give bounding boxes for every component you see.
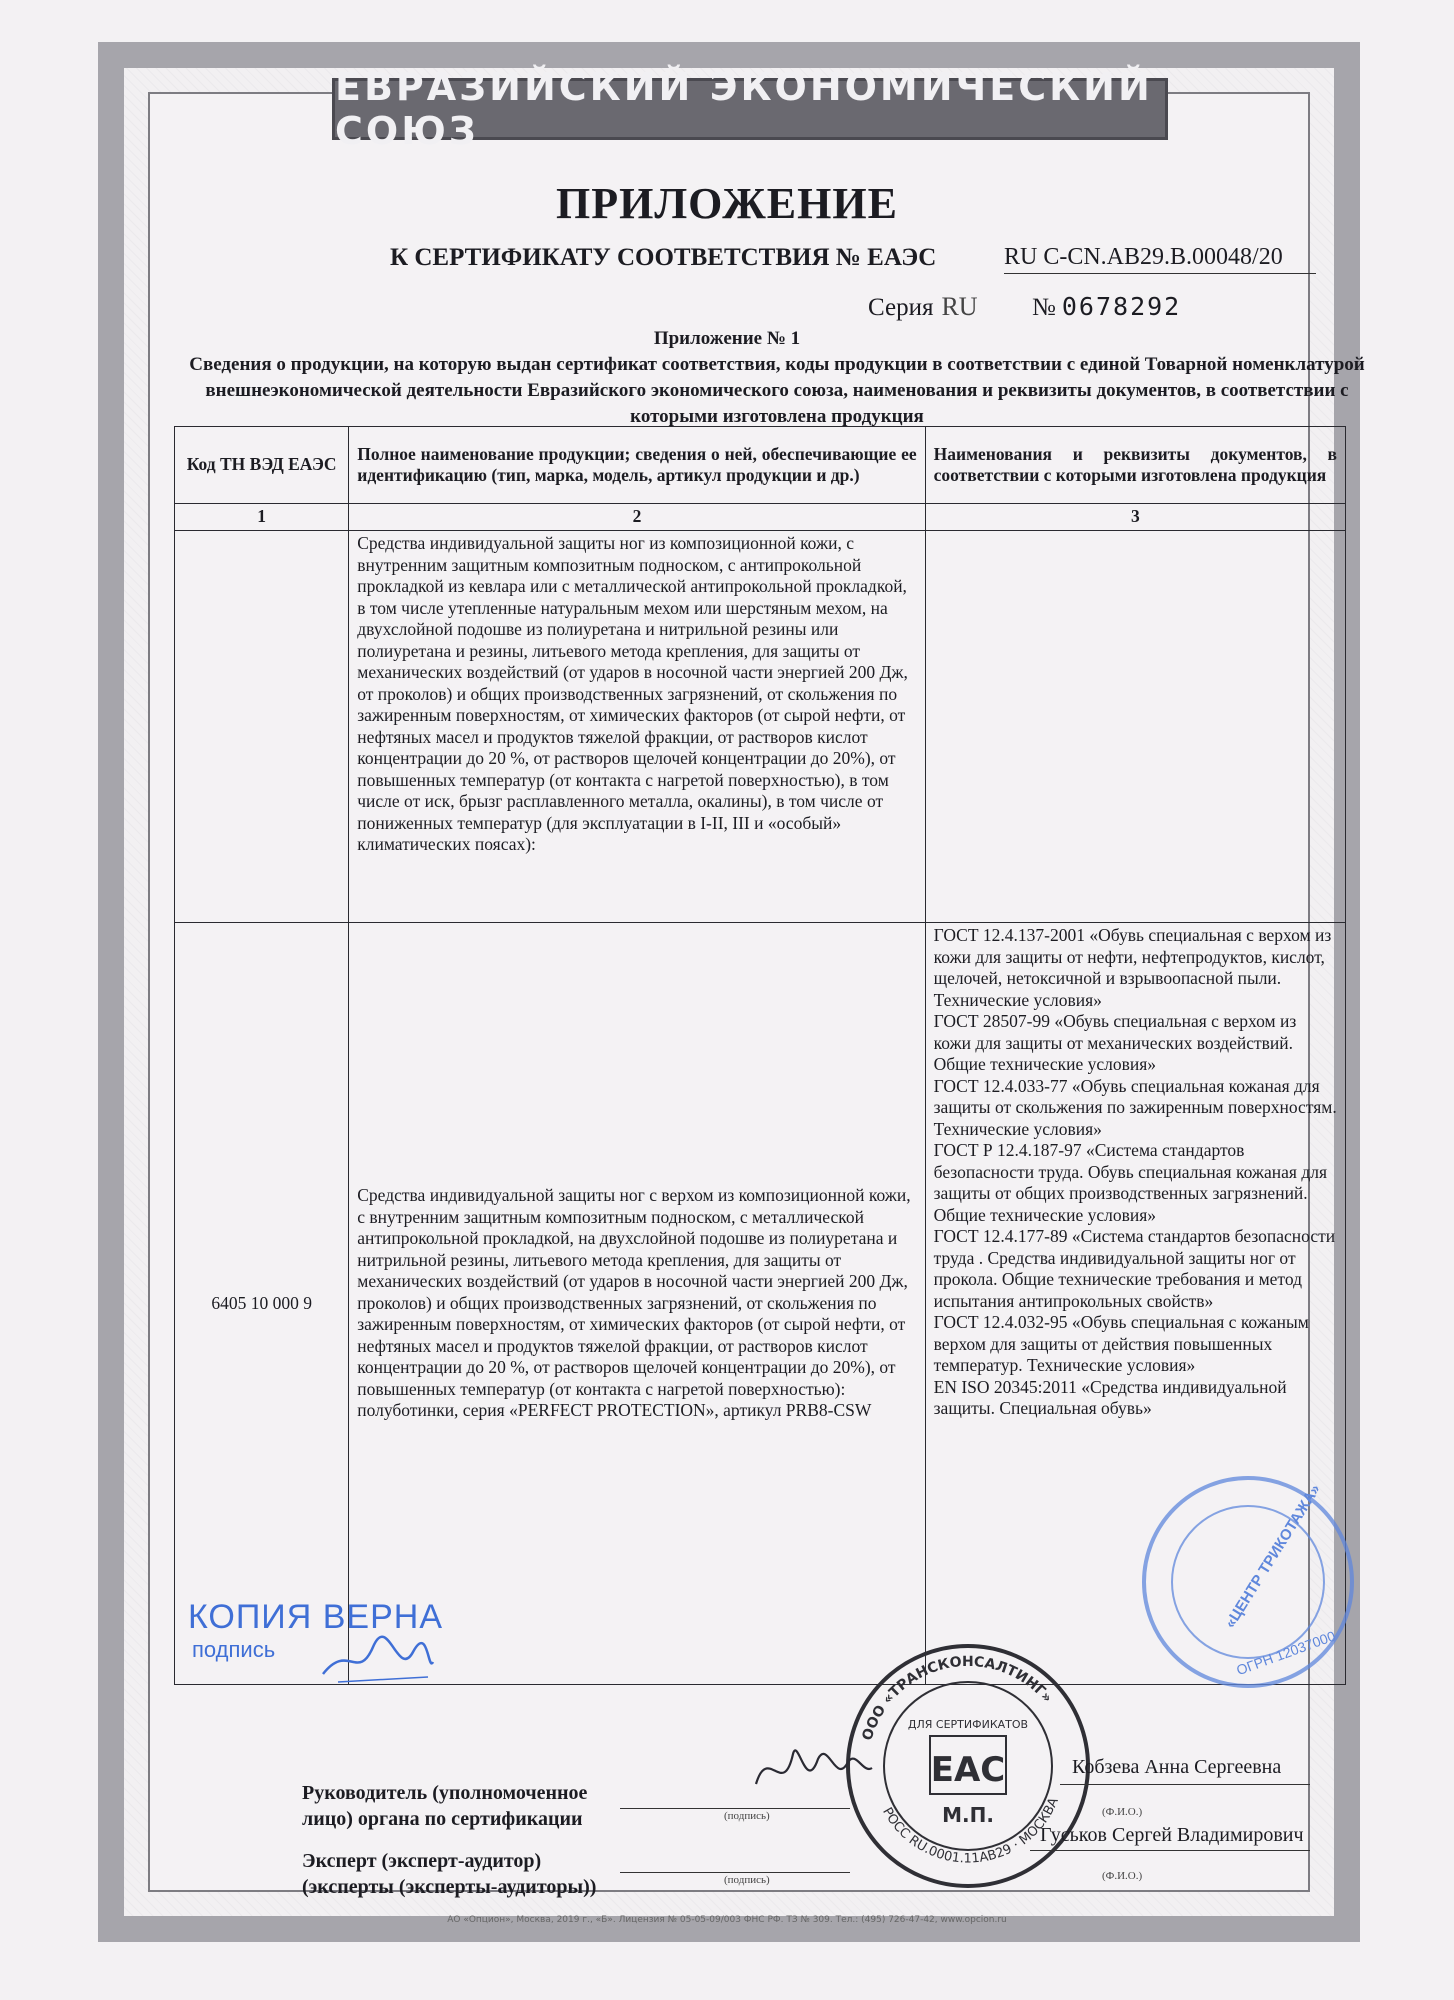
column-number: 3 [925,504,1345,531]
column-number: 2 [349,504,925,531]
copy-stamp-sign-label: подпись [192,1637,276,1662]
header-code: Код ТН ВЭД ЕАЭС [175,427,349,504]
doc-item: ГОСТ 12.4.177-89 «Система стандартов безопасности труда . Средства индивидуальной защиты ног от прокола. Общие технические требования и метод испытания антипрокольных свойств» [933,1226,1336,1311]
annex-number: Приложение № 1 [653,328,801,349]
row-code: 6405 10 000 9 [175,923,349,1685]
union-name: ЕВРАЗИЙСКИЙ ЭКОНОМИЧЕСКИЙ СОЮЗ [335,65,1153,153]
head-signature-label [302,1780,587,1832]
copy-stamp-text: КОПИЯ ВЕРНА [188,1598,444,1636]
row-product: Средства индивидуальной защиты ног с верхом из композиционной кожи, с внутренним защитным композитным подноском, с металлической антипрокольной прокладкой, на двухслойной подошве из полиуретана и нитрильной резины, литьевого метода крепления, для защиты от механических воздействий (от ударов в носочной части энергией 200 Дж, проколов) и общих производственных загрязнений, от скольжения по зажиренным поверхностям, от химических факторов (от сырой нефти, от нефтяных масел и продуктов тяжелой фракции, от растворов кислот концентрации до 20 %, от растворов щелочей концентрации до 20%), от повышенных температур (от контакта с нагретой поверхностью): полуботинки, серия «PERFECT PROTECTION», артикул PRB8-CSW [349,923,925,1685]
series [868,292,978,322]
mp-label: М.П. [942,1803,994,1827]
head-signature [748,1724,878,1804]
expert-name-line [1030,1850,1310,1851]
series-value: RU [941,292,978,321]
doc-item: ГОСТ 12.4.032-95 «Обувь специальная с кожаным верхом для защиты от действия повышенных температур. Технические условия» [933,1312,1309,1375]
expert-label-line1: Эксперт (эксперт-аудитор) [302,1850,542,1872]
expert-signature-label [302,1848,596,1900]
doc-item: ГОСТ Р 12.4.187-97 «Система стандартов безопасности труда. Обувь специальная кожаная для защиты от общих производственных загрязнений. Общие технические условия» [933,1140,1328,1225]
expert-name: Гуськов Сергей Владимирович [1040,1824,1304,1846]
expert-sign-caption: (подпись) [724,1874,770,1886]
header-product: Полное наименование продукции; сведения о ней, обеспечивающие ее идентификацию (тип, марка, модель, артикул продукции и др.) [349,427,925,504]
row-code [175,531,349,923]
head-sign-line [620,1808,850,1809]
column-number-row [175,504,1346,531]
expert-label-line2: (эксперты (эксперты-аудиторы)) [302,1876,597,1898]
head-name: Кобзева Анна Сергеевна [1072,1756,1282,1778]
head-fio-caption: (Ф.И.О.) [1102,1806,1143,1818]
header-docs: Наименования и реквизиты документов, в соответствии с которыми изготовлена продукция [925,427,1345,504]
row-product: Средства индивидуальной защиты ног из композиционной кожи, с внутренним защитным композитным подноском, с антипрокольной прокладкой из кевлара или с металлической антипрокольной прокладкой, в том числе утепленные натуральным мехом или шерстяным мехом, на двухслойной подошве из полиуретана и нитрильной резины или полиуретана и резины, литьевого метода крепления, для защиты от механических воздействий (от ударов в носочной части энергией 200 Дж, от проколов) и общих производственных загрязнений, от скольжения по зажиренным поверхностям, от химических факторов (от сырой нефти, от нефтяных масел и продуктов тяжелой фракции, от растворов кислот концентрации до 20 %, от растворов щелочей концентрации до 20%), от повышенных температур (от контакта с нагретой поверхностью), в том числе от иск, брызг расплавленного металла, окалины), в том числе от пониженных температур (для эксплуатации в I-II, III и «особый» климатических поясах): [349,531,925,923]
head-label-line2: лицо) органа по сертификации [302,1808,583,1830]
expert-sign-line [620,1872,850,1873]
row-docs [925,531,1345,923]
serial-number: 0678292 [1061,292,1182,321]
cert-stamp-top-text: ООО «ТРАНСКОНСАЛТИНГ» [859,1653,1056,1743]
annex-intro: Сведения о продукции, на которую выдан сертификат соответствия, коды продукции в соответствии с единой Товарной номенклатурой внешнеэкономической деятельности Евразийского экономического союза, наименования и реквизиты документов, в соответствии с которыми изготовлена продукция [189,354,1365,427]
copy-stamp-signature [318,1632,438,1692]
doc-item: ГОСТ 12.4.033-77 «Обувь специальная кожаная для защиты от скольжения по зажиренным поверхностям. Технические условия» [933,1075,1337,1139]
printer-info: АО «Опцион», Москва, 2019 г., «Б». Лицензия № 05-05-09/003 ФНС РФ. ТЗ № 309. Тел.: (495) 726-47-42, www.opcion.ru [447,1915,1007,1925]
eac-mark: ЕАС [930,1750,1006,1790]
expert-fio-caption: (Ф.И.О.) [1102,1870,1143,1882]
cert-stamp-inner-text: ДЛЯ СЕРТИФИКАТОВ [907,1718,1029,1731]
serial [1032,292,1181,322]
cert-number: RU C-CN.AB29.B.00048/20 [1004,244,1316,274]
head-label-line1: Руководитель (уполномоченное [302,1782,588,1804]
page-title: ПРИЛОЖЕНИЕ [556,179,898,228]
doc-item: EN ISO 20345:2011 «Средства индивидуальной защиты. Специальная обувь» [933,1376,1287,1418]
column-number: 1 [175,504,349,531]
doc-item: ГОСТ 28507-99 «Обувь специальная с верхом из кожи для защиты от механических воздействий. Общие технические условия» [933,1011,1297,1074]
cert-label: К СЕРТИФИКАТУ СООТВЕТСТВИЯ № ЕАЭС [390,244,937,271]
organisation-round-stamp [1138,1462,1358,1702]
head-sign-caption: (подпись) [724,1810,770,1822]
serial-label: № [1032,294,1056,321]
table-row [175,531,1346,923]
table-header-row [175,427,1346,504]
doc-item: ГОСТ 12.4.137-2001 «Обувь специальная с верхом из кожи для защиты от нефти, нефтепродуктов, кислот, щелочей, нетоксичной и взрывоопасной пыли. Технические условия» [933,925,1332,1010]
series-label: Серия [868,294,934,321]
union-banner [332,65,1168,153]
cert-stamp-bottom-text: РОСС RU.0001.11АВ29 · МОСКВА [879,1795,1062,1867]
blue-stamp-ogrn: ОГРН 12037000 [1234,1627,1338,1679]
head-name-line [1060,1784,1310,1785]
blue-stamp-name: «ЦЕНТР ТРИКОТАЖА» [1221,1481,1325,1632]
